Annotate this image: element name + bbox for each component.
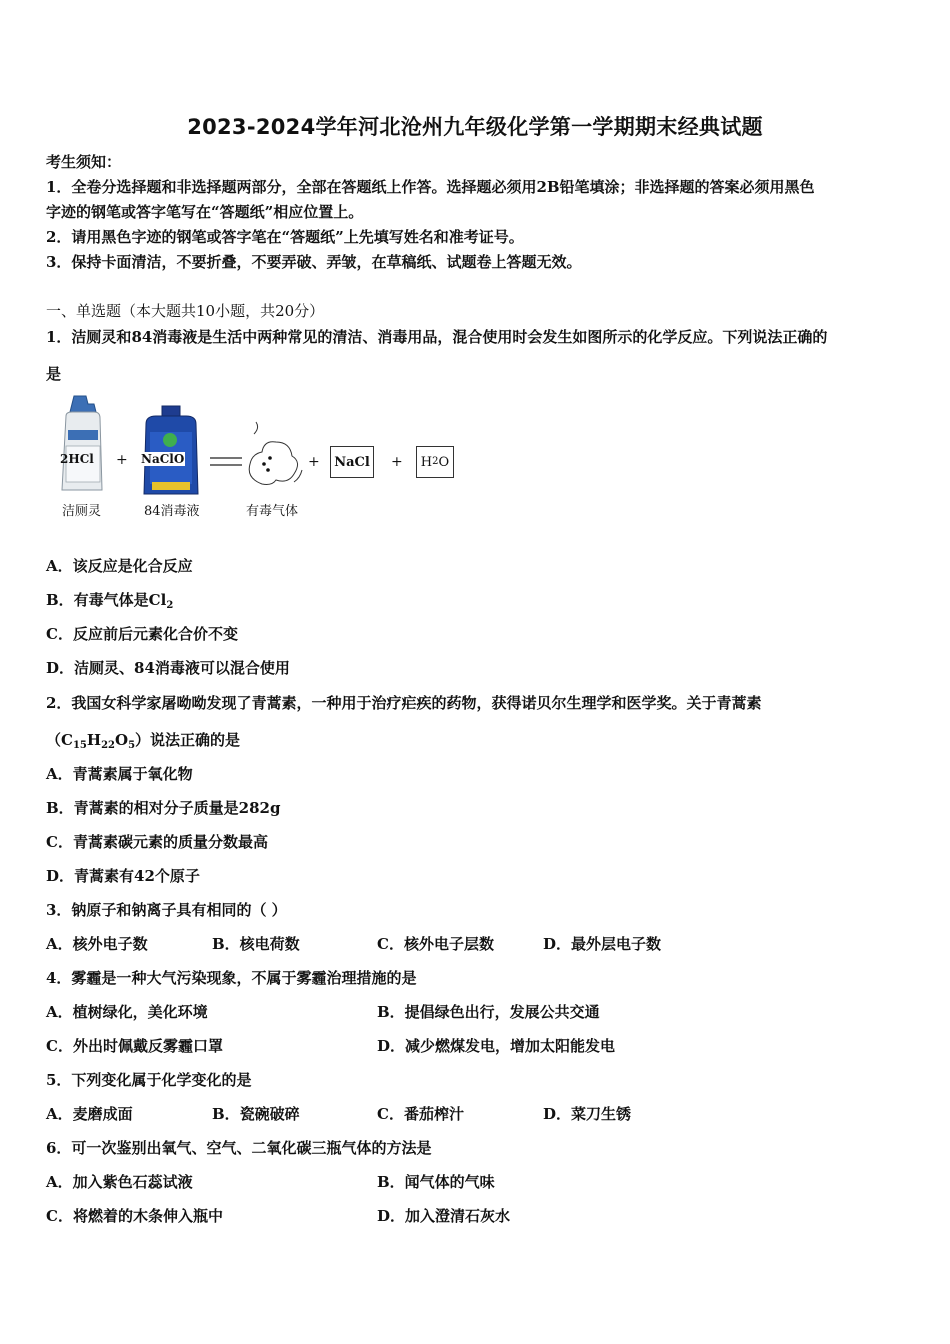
notice-line-3: 2．请用黑色字迹的钢笔或答字笔在“答题纸”上先填写姓名和准考证号。 (46, 228, 524, 246)
q5-option-c: C．番茄榨汁 (377, 1105, 464, 1123)
nacl-formula: NaCl (334, 454, 370, 470)
q1-option-c: C．反应前后元素化合价不变 (46, 625, 238, 643)
nacl-box (330, 446, 374, 478)
q1-stem-line-1: 1．洁厕灵和84消毒液是生活中两种常见的清洁、消毒用品，混合使用时会发生如图所示的化学反应。下列说法正确的 (46, 328, 828, 346)
q2-formula-sub-15: 15 (72, 740, 87, 751)
q2-stem-line-1: 2．我国女科学家屠呦呦发现了青蒿素，一种用于治疗疟疾的药物，获得诺贝尔生理学和医学奖。关于青蒿素 (46, 694, 762, 712)
q4-option-b: B．提倡绿色出行，发展公共交通 (377, 1003, 600, 1021)
q1-stem-line-2: 是 (46, 365, 62, 383)
q3-option-c: C．核外电子层数 (377, 935, 494, 953)
q6-option-a: A．加入紫色石蕊试液 (46, 1173, 193, 1191)
q4-stem: 4．雾霾是一种大气污染现象，不属于雾霾治理措施的是 (46, 969, 417, 987)
reaction-figure (50, 390, 470, 522)
q5-option-a: A．麦磨成面 (46, 1105, 133, 1123)
q2-option-b: B．青蒿素的相对分子质量是282g (46, 799, 281, 817)
q1-option-b-text: B．有毒气体是Cl (46, 591, 167, 609)
q4-option-a: A．植树绿化，美化环境 (46, 1003, 208, 1021)
q1-option-b (46, 590, 173, 610)
q5-option-b: B．瓷碗破碎 (212, 1105, 300, 1123)
q2-formula-h: H (86, 731, 102, 749)
q2-formula-sub-5: 5 (128, 740, 136, 751)
toilet-cleaner-bottle-icon (56, 394, 108, 494)
q2-option-c: C．青蒿素碳元素的质量分数最高 (46, 833, 268, 851)
q2-formula-sub-22: 22 (101, 740, 115, 751)
q5-stem: 5．下列变化属于化学变化的是 (46, 1071, 252, 1089)
equals-sign-icon (210, 456, 242, 468)
h2o-box: H 2 O (416, 446, 454, 478)
q2-formula-o: O (114, 731, 129, 749)
q1-option-b-subscript: 2 (166, 600, 174, 611)
notice-heading: 考生须知： (46, 153, 122, 171)
q4-option-c: C．外出时佩戴反雾霾口罩 (46, 1037, 223, 1055)
toxic-gas-icon (244, 420, 304, 490)
q1-option-d: D．洁厕灵、84消毒液可以混合使用 (46, 659, 290, 677)
plus-sign-2: + (308, 454, 320, 470)
disinfectant-bottle-icon (140, 404, 202, 496)
gas-label: 有毒气体 (246, 504, 299, 519)
bottle1-formula: 2HCl (60, 452, 94, 466)
q3-option-b: B．核电荷数 (212, 935, 300, 953)
q6-stem: 6．可一次鉴别出氧气、空气、二氧化碳三瓶气体的方法是 (46, 1139, 432, 1157)
bottle2-formula: NaClO (141, 452, 185, 466)
q2-formula-rest: ）说法正确的是 (135, 731, 241, 749)
q6-option-c: C．将燃着的木条伸入瓶中 (46, 1207, 223, 1225)
notice-line-1: 1．全卷分选择题和非选择题两部分，全部在答题纸上作答。选择题必须用2B铅笔填涂；非选择题的答案必须用黑色 (46, 178, 815, 196)
q3-option-d: D．最外层电子数 (543, 935, 662, 953)
q3-option-a: A．核外电子数 (46, 935, 148, 953)
section-heading: 一、单选题（本大题共10小题，共20分） (46, 302, 325, 320)
h2o-o: O (438, 454, 450, 470)
notice-line-4: 3．保持卡面清洁，不要折叠，不要弄破、弄皱，在草稿纸、试题卷上答题无效。 (46, 253, 582, 271)
q4-option-d: D．减少燃煤发电，增加太阳能发电 (377, 1037, 616, 1055)
q2-stem-line-2 (46, 730, 240, 750)
bottle1-label: 洁厕灵 (62, 504, 102, 519)
q2-option-a: A．青蒿素属于氧化物 (46, 765, 193, 783)
q2-option-d: D．青蒿素有42个原子 (46, 867, 200, 885)
plus-sign-3: + (391, 454, 403, 470)
page-title: 2023-2024学年河北沧州九年级化学第一学期期末经典试题 (187, 115, 763, 139)
q3-stem: 3．钠原子和钠离子具有相同的（ ） (46, 901, 287, 919)
q6-option-b: B．闻气体的气味 (377, 1173, 495, 1191)
plus-sign: + (116, 452, 128, 468)
notice-line-2: 字迹的钢笔或答字笔写在“答题纸”相应位置上。 (46, 203, 364, 221)
q1-option-a: A．该反应是化合反应 (46, 557, 193, 575)
bottle2-label: 84消毒液 (144, 504, 200, 519)
q2-formula-open: （C (46, 731, 73, 749)
q5-option-d: D．菜刀生锈 (543, 1105, 632, 1123)
h2o-h: H (420, 454, 433, 470)
q6-option-d: D．加入澄清石灰水 (377, 1207, 511, 1225)
